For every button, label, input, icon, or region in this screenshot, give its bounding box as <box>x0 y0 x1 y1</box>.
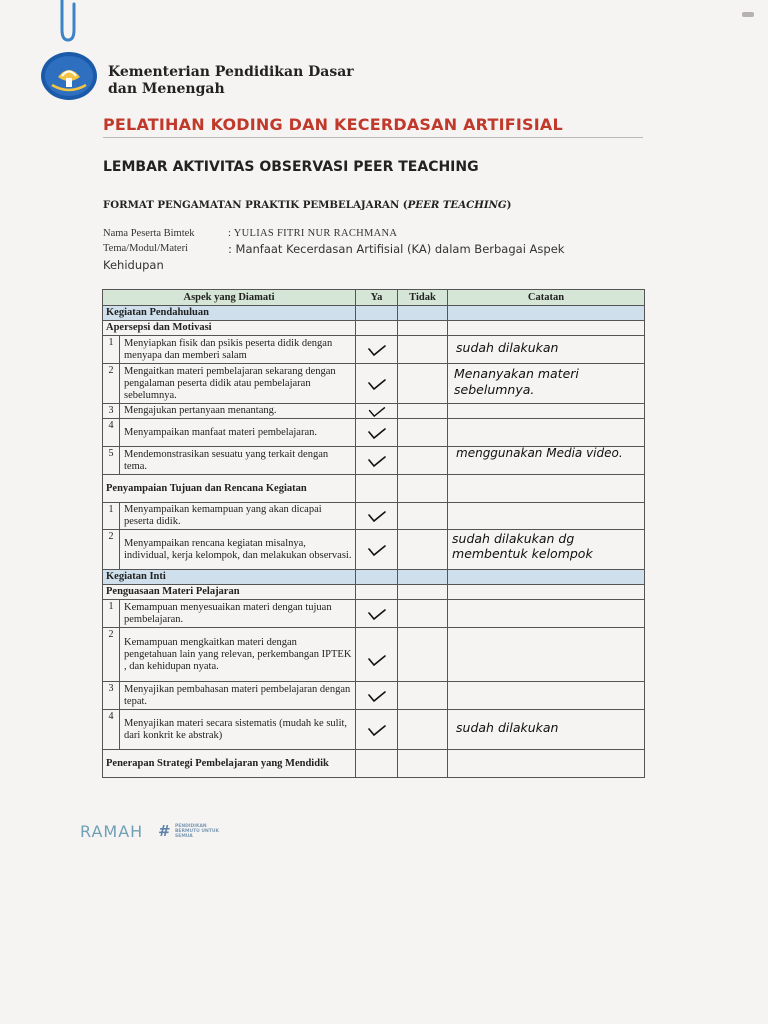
check-icon <box>367 543 387 557</box>
note-cell[interactable] <box>448 419 645 447</box>
yes-cell[interactable] <box>356 682 398 710</box>
observation-table <box>102 289 645 778</box>
no-cell[interactable] <box>398 503 448 530</box>
note-cell[interactable] <box>448 364 645 404</box>
item-number: 1 <box>103 336 120 364</box>
item-text: Kemampuan menyesuaikan materi dengan tujuan pembelajaran. <box>120 600 356 628</box>
topic-value-continued: Kehidupan <box>103 258 164 272</box>
no-cell[interactable] <box>398 447 448 475</box>
hashtag-mark: # <box>158 822 169 840</box>
item-number: 1 <box>103 503 120 530</box>
name-label: Nama Peserta Bimtek <box>103 228 195 239</box>
item-text: Menyajikan materi secara sistematis (mudah ke sulit, dari konkrit ke abstrak) <box>120 710 356 750</box>
yes-cell[interactable] <box>356 404 398 419</box>
item-text: Menyiapkan fisik dan psikis peserta didik dengan menyapa dan memberi salam <box>120 336 356 364</box>
check-icon <box>367 723 387 737</box>
topic-label: Tema/Modul/Materi <box>103 243 188 254</box>
handwritten-note: sudah dilakukan <box>456 340 559 355</box>
note-cell[interactable] <box>448 503 645 530</box>
no-cell[interactable] <box>398 530 448 570</box>
header-notes: Catatan <box>448 290 645 306</box>
subsection-tujuan: Penyampaian Tujuan dan Rencana Kegiatan <box>103 475 356 503</box>
no-cell[interactable] <box>398 336 448 364</box>
handwritten-note: Menanyakan materi sebelumnya. <box>454 366 579 397</box>
table-row <box>103 682 645 710</box>
handwritten-note: menggunakan Media video. <box>456 446 623 460</box>
ministry-line-2: dan Menengah <box>108 81 225 97</box>
table-row <box>103 503 645 530</box>
name-value: : YULIAS FITRI NUR RACHMANA <box>228 228 398 239</box>
check-icon <box>367 607 387 621</box>
table-row <box>103 628 645 682</box>
subsection-apersepsi: Apersepsi dan Motivasi <box>103 321 356 336</box>
item-text: Mengajukan pertanyaan menantang. <box>120 404 356 419</box>
check-icon <box>367 377 387 391</box>
item-number: 5 <box>103 447 120 475</box>
topic-value: : Manfaat Kecerdasan Artifisial (KA) dalam Berbagai Aspek <box>228 242 565 256</box>
item-number: 2 <box>103 530 120 570</box>
note-cell[interactable] <box>448 404 645 419</box>
check-icon <box>367 509 387 523</box>
no-cell[interactable] <box>398 364 448 404</box>
item-number: 4 <box>103 710 120 750</box>
yes-cell[interactable] <box>356 628 398 682</box>
format-title <box>103 199 511 211</box>
subsection-row <box>103 321 645 336</box>
no-cell[interactable] <box>398 628 448 682</box>
handwritten-note: sudah dilakukan <box>456 720 559 735</box>
no-cell[interactable] <box>398 710 448 750</box>
item-number: 2 <box>103 628 120 682</box>
format-title-end: ) <box>506 199 512 211</box>
yes-cell[interactable] <box>356 447 398 475</box>
subsection-strategi: Penerapan Strategi Pembelajaran yang Mendidik <box>103 750 356 778</box>
ministry-name <box>108 64 354 98</box>
item-text: Mengaitkan materi pembelajaran sekarang dengan pengalaman peserta didik atau pembelajaran sebelumnya. <box>120 364 356 404</box>
item-number: 1 <box>103 600 120 628</box>
check-icon <box>367 343 387 357</box>
format-title-italic: PEER TEACHING <box>407 199 507 211</box>
brand-logo-text: RAMAH <box>80 822 144 841</box>
table-row <box>103 530 645 570</box>
note-cell[interactable] <box>448 682 645 710</box>
page-edge-mark <box>742 12 754 17</box>
subsection-penguasaan: Penguasaan Materi Pelajaran <box>103 585 356 600</box>
note-cell[interactable] <box>448 336 645 364</box>
section-row <box>103 570 645 585</box>
brand-tagline: PENDIDIKAN BERMUTU UNTUK SEMUA <box>175 824 220 839</box>
item-text: Mendemonstrasikan sesuatu yang terkait dengan tema. <box>120 447 356 475</box>
table-row <box>103 419 645 447</box>
handwritten-note: sudah dilakukan dg membentuk kelompok <box>452 531 593 561</box>
table-row <box>103 710 645 750</box>
section-pendahuluan: Kegiatan Pendahuluan <box>103 306 356 321</box>
yes-cell[interactable] <box>356 710 398 750</box>
no-cell[interactable] <box>398 419 448 447</box>
item-number: 4 <box>103 419 120 447</box>
check-icon <box>367 405 387 418</box>
sheet-title: LEMBAR AKTIVITAS OBSERVASI PEER TEACHING <box>103 159 479 175</box>
table-row <box>103 336 645 364</box>
header-no: Tidak <box>398 290 448 306</box>
format-title-text: FORMAT PENGAMATAN PRAKTIK PEMBELAJARAN ( <box>103 199 408 211</box>
item-number: 3 <box>103 682 120 710</box>
note-cell[interactable] <box>448 710 645 750</box>
item-text: Kemampuan mengkaitkan materi dengan pengetahuan lain yang relevan, perkembangan IPTEK , dan kehidupan nyata. <box>120 628 356 682</box>
yes-cell[interactable] <box>356 503 398 530</box>
note-cell[interactable] <box>448 628 645 682</box>
item-text: Menyampaikan manfaat materi pembelajaran. <box>120 419 356 447</box>
check-icon <box>367 653 387 667</box>
table-row <box>103 600 645 628</box>
note-cell[interactable] <box>448 530 645 570</box>
table-row <box>103 364 645 404</box>
note-cell[interactable] <box>448 600 645 628</box>
ministry-emblem-icon <box>40 51 98 101</box>
section-row <box>103 306 645 321</box>
note-cell[interactable] <box>448 447 645 475</box>
check-icon <box>367 426 387 440</box>
header-aspect: Aspek yang Diamati <box>103 290 356 306</box>
yes-cell[interactable] <box>356 530 398 570</box>
yes-cell[interactable] <box>356 364 398 404</box>
yes-cell[interactable] <box>356 600 398 628</box>
no-cell[interactable] <box>398 600 448 628</box>
no-cell[interactable] <box>398 682 448 710</box>
program-title: PELATIHAN KODING DAN KECERDASAN ARTIFISIAL <box>103 115 563 134</box>
table-row <box>103 447 645 475</box>
subsection-row <box>103 750 645 778</box>
paper-clip-icon <box>55 0 81 46</box>
item-number: 3 <box>103 404 120 419</box>
table-header-row <box>103 290 645 306</box>
check-icon <box>367 689 387 703</box>
item-text: Menyajikan pembahasan materi pembelajaran dengan tepat. <box>120 682 356 710</box>
item-text: Menyampaikan rencana kegiatan misalnya, individual, kerja kelompok, dan melakukan observasi. <box>120 530 356 570</box>
header-yes: Ya <box>356 290 398 306</box>
subsection-row <box>103 475 645 503</box>
yes-cell[interactable] <box>356 336 398 364</box>
ministry-line-1: Kementerian Pendidikan Dasar <box>108 64 354 80</box>
no-cell[interactable] <box>398 404 448 419</box>
check-icon <box>367 454 387 468</box>
item-number: 2 <box>103 364 120 404</box>
table-row <box>103 404 645 419</box>
header-divider <box>103 137 643 138</box>
yes-cell[interactable] <box>356 419 398 447</box>
subsection-row <box>103 585 645 600</box>
item-text: Menyampaikan kemampuan yang akan dicapai peserta didik. <box>120 503 356 530</box>
section-inti: Kegiatan Inti <box>103 570 356 585</box>
